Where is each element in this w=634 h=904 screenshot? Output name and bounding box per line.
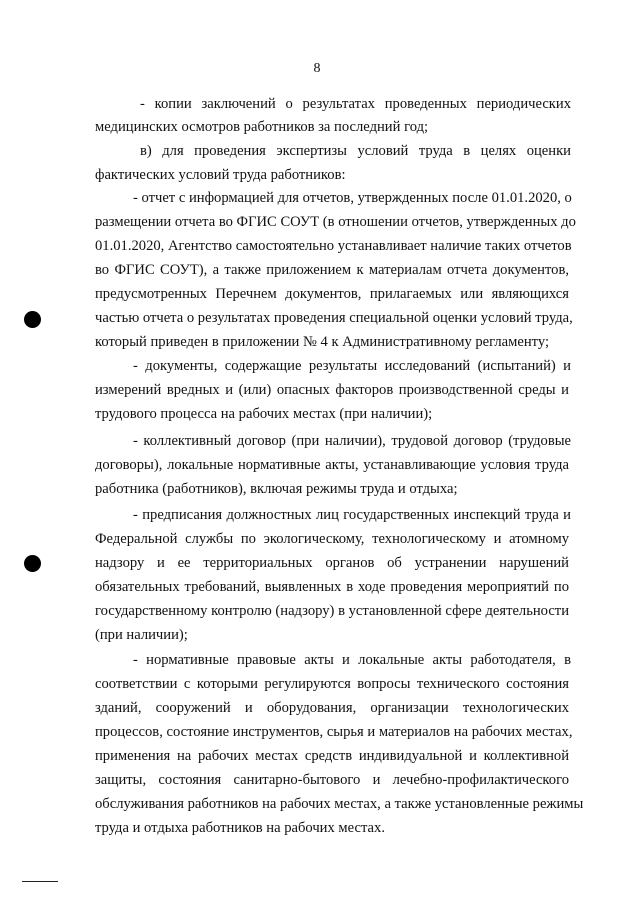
text-line: размещении отчета во ФГИС СОУТ (в отношении отчетов, утвержденных до xyxy=(95,214,576,230)
text-line: надзору и ее территориальных органов об устранении нарушений xyxy=(95,555,569,571)
text-line: - предписания должностных лиц государственных инспекций труда и xyxy=(133,507,571,523)
text-line: защиты, состояния санитарно-бытового и лечебно-профилактического xyxy=(95,772,569,788)
text-line: 01.01.2020, Агентство самостоятельно устанавливает наличие таких отчетов xyxy=(95,238,572,254)
text-line: работника (работников), включая режимы труда и отдыха; xyxy=(95,481,458,497)
text-line: трудового процесса на рабочих местах (при наличии); xyxy=(95,406,433,422)
text-line: соответствии с которыми регулируются вопросы технического состояния xyxy=(95,676,569,692)
text-line: в) для проведения экспертизы условий труда в целях оценки xyxy=(140,143,571,159)
text-line: который приведен в приложении № 4 к Административному регламенту; xyxy=(95,334,550,350)
text-line: измерений вредных и (или) опасных факторов производственной среды и xyxy=(95,382,569,398)
text-line: государственному контролю (надзору) в установленной сфере деятельности xyxy=(95,603,569,619)
text-line: фактических условий труда работников: xyxy=(95,167,346,183)
text-line: труда и отдыха работников на рабочих местах. xyxy=(95,820,385,836)
text-line: Федеральной службы по экологическому, технологическому и атомному xyxy=(95,531,569,547)
text-line: - коллективный договор (при наличии), трудовой договор (трудовые xyxy=(133,433,571,449)
binder-hole xyxy=(24,311,41,328)
text-line: - отчет с информацией для отчетов, утвержденных после 01.01.2020, о xyxy=(133,190,572,206)
scan-mark xyxy=(22,881,58,882)
text-line: договоры), локальные нормативные акты, устанавливающие условия труда xyxy=(95,457,569,473)
text-line: обязательных требований, выявленных в ходе проведения мероприятий по xyxy=(95,579,569,595)
text-line: применения на рабочих местах средств индивидуальной и коллективной xyxy=(95,748,569,764)
text-line: зданий, сооружений и оборудования, организации технологических xyxy=(95,700,569,716)
text-line: процессов, состояние инструментов, сырья и материалов на рабочих местах, xyxy=(95,724,573,740)
text-line: - копии заключений о результатах проведенных периодических xyxy=(140,96,571,112)
text-line: обслуживания работников на рабочих местах, а также установленные режимы xyxy=(95,796,584,812)
text-line: медицинских осмотров работников за последний год; xyxy=(95,119,429,135)
text-line: (при наличии); xyxy=(95,627,188,643)
binder-hole xyxy=(24,555,41,572)
text-line: - документы, содержащие результаты исследований (испытаний) и xyxy=(133,358,571,374)
text-line: - нормативные правовые акты и локальные акты работодателя, в xyxy=(133,652,571,668)
text-line: предусмотренных Перечнем документов, прилагаемых или являющихся xyxy=(95,286,569,302)
page-number: 8 xyxy=(313,61,321,76)
text-line: частью отчета о результатах проведения специальной оценки условий труда, xyxy=(95,310,573,326)
text-line: во ФГИС СОУТ), а также приложением к материалам отчета документов, xyxy=(95,262,569,278)
